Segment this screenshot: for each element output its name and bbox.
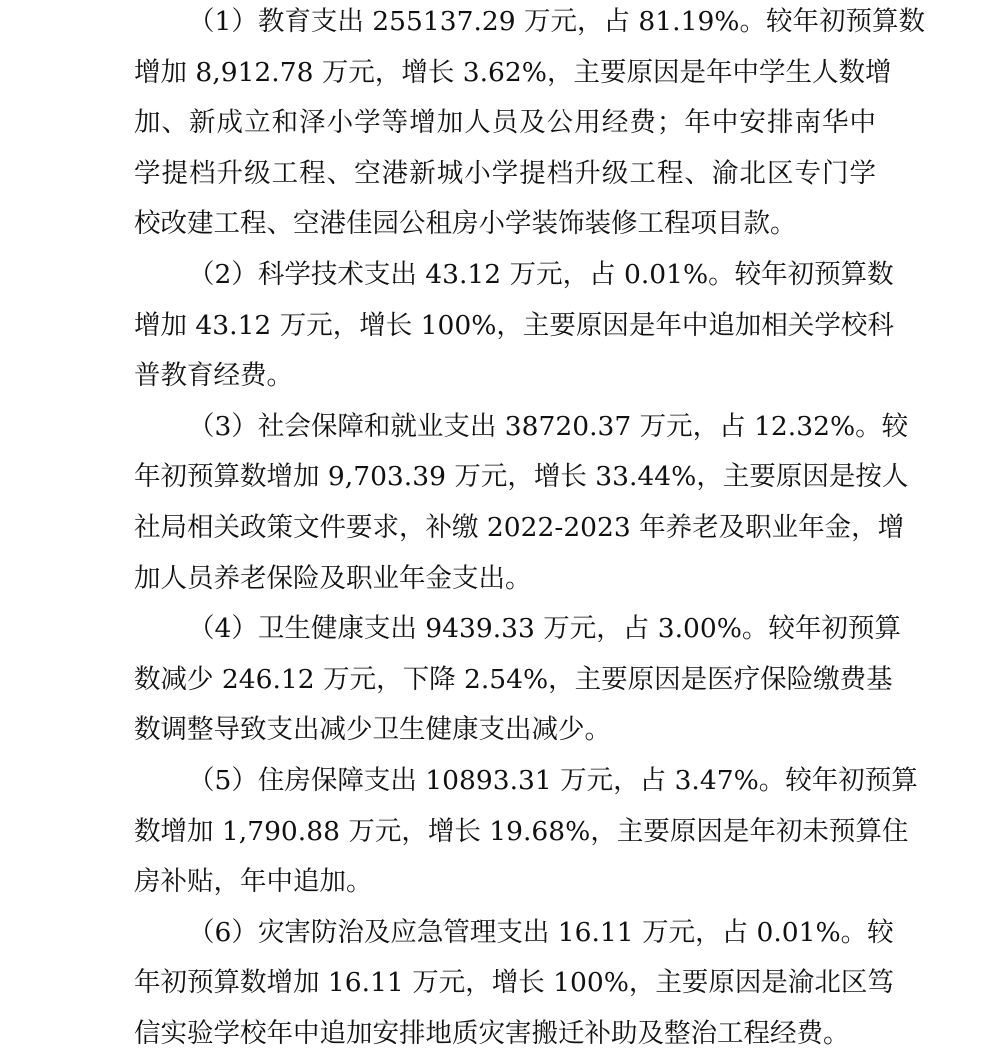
paragraph-disaster-prevention xyxy=(134,908,894,1059)
text-line: 房补贴，年中追加。 xyxy=(134,866,373,898)
text-line: （1）教育支出 255137.29 万元，占 81.19%。较年初预算数 xyxy=(188,6,925,37)
text-line: 数调整导致支出减少卫生健康支出减少。 xyxy=(134,714,611,746)
paragraph-science xyxy=(134,250,894,402)
text-line: 增加 43.12 万元，增长 100%，主要原因是年中追加相关学校科 xyxy=(134,309,894,341)
text-line: （4）卫生健康支出 9439.33 万元，占 3.00%。较年初预算 xyxy=(188,613,901,645)
paragraph-social-security xyxy=(134,402,909,604)
paragraph-education xyxy=(134,0,925,250)
text-line: 校改建工程、空港佳园公租房小学装饰装修工程项目款。 xyxy=(134,208,797,240)
text-line: 普教育经费。 xyxy=(134,360,293,392)
text-line: 数增加 1,790.88 万元，增长 19.68%，主要原因是年初未预算住 xyxy=(134,815,909,847)
text-line: 学提档升级工程、空港新城小学提档升级工程、渝北区专门学 xyxy=(134,157,876,189)
text-line: （3）社会保障和就业支出 38720.37 万元，占 12.32%。较 xyxy=(188,410,909,442)
document-body xyxy=(134,0,925,1059)
text-line: （5）住房保障支出 10893.31 万元，占 3.47%。较年初预算 xyxy=(188,764,918,796)
paragraph-health xyxy=(134,604,901,756)
text-line: 增加 8,912.78 万元，增长 3.62%，主要原因是年中学生人数增 xyxy=(134,56,892,88)
paragraph-housing xyxy=(134,756,918,908)
text-line: 加人员养老保险及职业年金支出。 xyxy=(134,562,532,594)
text-line: （6）灾害防治及应急管理支出 16.11 万元，占 0.01%。较 xyxy=(188,916,894,948)
text-line: 年初预算数增加 9,703.39 万元，增长 33.44%，主要原因是按人 xyxy=(134,461,909,493)
text-line: 年初预算数增加 16.11 万元，增长 100%，主要原因是渝北区笃 xyxy=(134,967,894,999)
text-line: 信实验学校年中追加安排地质灾害搬迁补助及整治工程经费。 xyxy=(134,1017,850,1049)
text-line: 加、新成立和泽小学等增加人员及公用经费；年中安排南华中 xyxy=(134,107,876,139)
text-line: （2）科学技术支出 43.12 万元，占 0.01%。较年初预算数 xyxy=(188,258,894,290)
text-line: 数减少 246.12 万元，下降 2.54%，主要原因是医疗保险缴费基 xyxy=(134,663,893,695)
text-line: 社局相关政策文件要求，补缴 2022-2023 年养老及职业年金，增 xyxy=(134,511,905,543)
